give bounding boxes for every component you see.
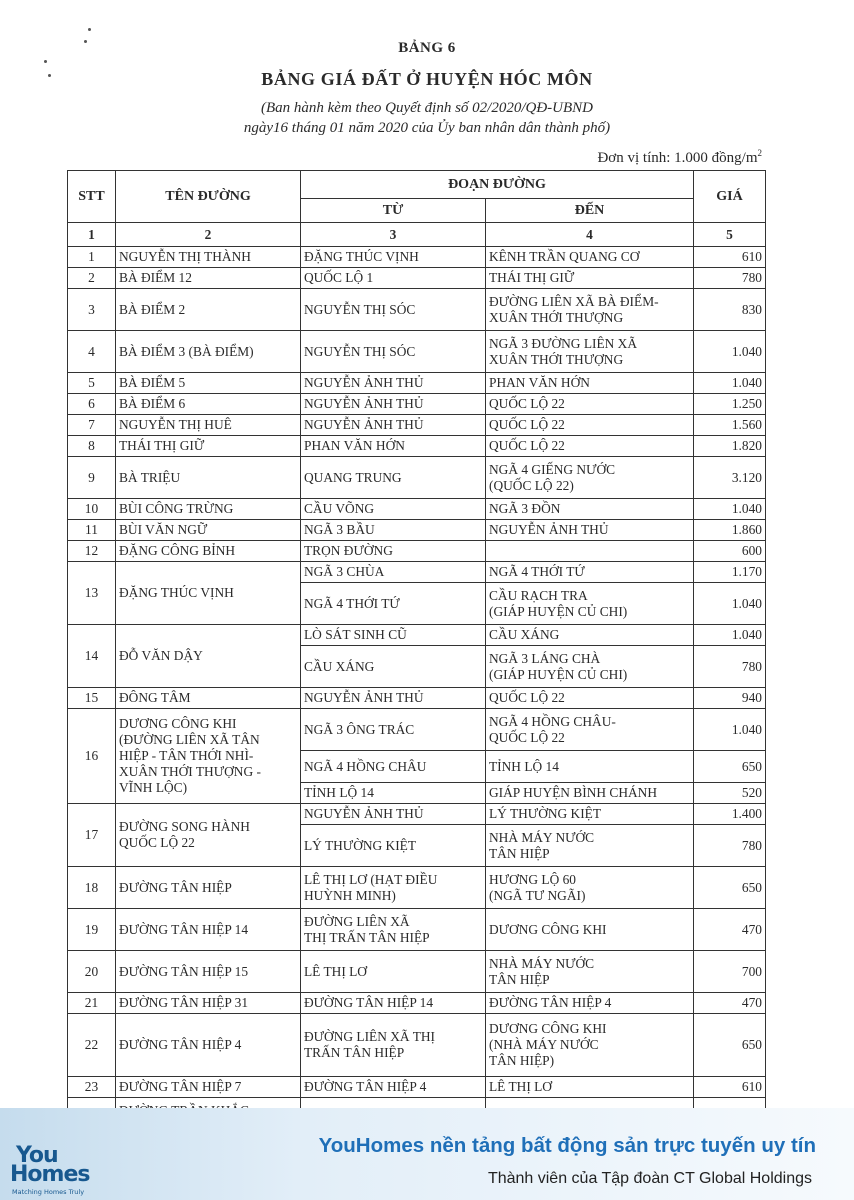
table-row bbox=[68, 1014, 766, 1077]
table-number: BẢNG 6 bbox=[398, 40, 456, 56]
cell-street-name: BÀ ĐIỂM 5 bbox=[116, 373, 301, 394]
cell-street-name: NGUYỄN THỊ HUÊ bbox=[116, 415, 301, 436]
table-row bbox=[68, 688, 766, 709]
cell-stt: 7 bbox=[68, 415, 116, 436]
table-row bbox=[68, 415, 766, 436]
header-stt: STT bbox=[68, 171, 116, 223]
cell-to: DƯƠNG CÔNG KHI (NHÀ MÁY NƯỚC TÂN HIỆP) bbox=[486, 1014, 694, 1077]
cell-price: 940 bbox=[694, 688, 766, 709]
cell-price: 3.120 bbox=[694, 457, 766, 499]
cell-from: NGUYỄN ẢNH THỦ bbox=[301, 373, 486, 394]
cell-stt: 8 bbox=[68, 436, 116, 457]
cell-to: ĐƯỜNG TÂN HIỆP 4 bbox=[486, 993, 694, 1014]
unit-superscript: 2 bbox=[757, 148, 762, 158]
cell-price: 1.400 bbox=[694, 804, 766, 825]
cell-to: NHÀ MÁY NƯỚC TÂN HIỆP bbox=[486, 825, 694, 867]
cell-stt: 19 bbox=[68, 909, 116, 951]
cell-to: KÊNH TRẦN QUANG CƠ bbox=[486, 247, 694, 268]
cell-from: TRỌN ĐƯỜNG bbox=[301, 541, 486, 562]
cell-to: LÊ THỊ LƠ bbox=[486, 1077, 694, 1098]
col-index: 1 bbox=[68, 223, 116, 247]
cell-to: LÝ THƯỜNG KIỆT bbox=[486, 804, 694, 825]
footer-banner bbox=[0, 1108, 854, 1200]
table-body bbox=[68, 247, 766, 1140]
cell-from: ĐƯỜNG TÂN HIỆP 4 bbox=[301, 1077, 486, 1098]
cell-street-name: NGUYỄN THỊ THÀNH bbox=[116, 247, 301, 268]
cell-to: CẦU XÁNG bbox=[486, 625, 694, 646]
cell-from: LÒ SÁT SINH CŨ bbox=[301, 625, 486, 646]
cell-from: NGUYỄN ẢNH THỦ bbox=[301, 804, 486, 825]
cell-from: LÝ THƯỜNG KIỆT bbox=[301, 825, 486, 867]
cell-price: 1.250 bbox=[694, 394, 766, 415]
table-row bbox=[68, 247, 766, 268]
cell-price: 1.040 bbox=[694, 373, 766, 394]
logo-text-top: You bbox=[16, 1143, 58, 1168]
table-row bbox=[68, 394, 766, 415]
table-row bbox=[68, 951, 766, 993]
cell-street-name: ĐƯỜNG TÂN HIỆP 4 bbox=[116, 1014, 301, 1077]
cell-street-name: ĐÔNG TÂM bbox=[116, 688, 301, 709]
cell-from: NGÃ 3 ÔNG TRÁC bbox=[301, 709, 486, 751]
table-row bbox=[68, 499, 766, 520]
cell-price: 780 bbox=[694, 646, 766, 688]
cell-to: ĐƯỜNG LIÊN XÃ BÀ ĐIỂM- XUÂN THỚI THƯỢNG bbox=[486, 289, 694, 331]
cell-to: GIÁP HUYỆN BÌNH CHÁNH bbox=[486, 783, 694, 804]
cell-price: 1.820 bbox=[694, 436, 766, 457]
table-row bbox=[68, 804, 766, 825]
cell-to: QUỐC LỘ 22 bbox=[486, 394, 694, 415]
cell-stt: 20 bbox=[68, 951, 116, 993]
cell-to: NGÃ 3 ĐƯỜNG LIÊN XÃ XUÂN THỚI THƯỢNG bbox=[486, 331, 694, 373]
cell-price: 1.040 bbox=[694, 709, 766, 751]
cell-street-name: ĐẶNG THÚC VỊNH bbox=[116, 562, 301, 625]
cell-to: QUỐC LỘ 22 bbox=[486, 688, 694, 709]
cell-price: 470 bbox=[694, 909, 766, 951]
cell-from: NGÃ 3 CHÙA bbox=[301, 562, 486, 583]
cell-to: NGÃ 3 ĐỒN bbox=[486, 499, 694, 520]
table-row bbox=[68, 709, 766, 751]
cell-stt: 2 bbox=[68, 268, 116, 289]
cell-street-name: BÙI CÔNG TRỪNG bbox=[116, 499, 301, 520]
cell-from: NGUYỄN THỊ SÓC bbox=[301, 331, 486, 373]
cell-price: 780 bbox=[694, 825, 766, 867]
cell-from: LÊ THỊ LƠ (HẠT ĐIỀU HUỲNH MINH) bbox=[301, 867, 486, 909]
cell-from: LÊ THỊ LƠ bbox=[301, 951, 486, 993]
cell-to: NGUYỄN ẢNH THỦ bbox=[486, 520, 694, 541]
cell-from: QUỐC LỘ 1 bbox=[301, 268, 486, 289]
cell-to bbox=[486, 541, 694, 562]
cell-from: NGÃ 4 THỚI TỨ bbox=[301, 583, 486, 625]
logo-tagline: Matching Homes Truly bbox=[12, 1188, 85, 1196]
cell-price: 650 bbox=[694, 751, 766, 783]
header-from: TỪ bbox=[301, 199, 486, 223]
cell-price: 1.040 bbox=[694, 583, 766, 625]
land-price-table bbox=[67, 170, 766, 1140]
subtitle-line-2: ngày16 tháng 01 năm 2020 của Ủy ban nhân dân thành phố) bbox=[243, 120, 611, 136]
cell-stt: 18 bbox=[68, 867, 116, 909]
cell-price: 1.560 bbox=[694, 415, 766, 436]
cell-street-name: DƯƠNG CÔNG KHI (ĐƯỜNG LIÊN XÃ TÂN HIỆP - TÂN THỚI NHÌ- XUÂN THỚI THƯỢNG - VĨNH LỘC) bbox=[116, 709, 301, 804]
cell-price: 610 bbox=[694, 1077, 766, 1098]
header-section: ĐOẠN ĐƯỜNG bbox=[301, 171, 694, 199]
cell-to: NGÃ 4 THỚI TỨ bbox=[486, 562, 694, 583]
cell-to: QUỐC LỘ 22 bbox=[486, 436, 694, 457]
cell-street-name: BÀ ĐIỂM 12 bbox=[116, 268, 301, 289]
cell-to: TỈNH LỘ 14 bbox=[486, 751, 694, 783]
table-row bbox=[68, 268, 766, 289]
cell-stt: 16 bbox=[68, 709, 116, 804]
cell-from: QUANG TRUNG bbox=[301, 457, 486, 499]
cell-street-name: ĐƯỜNG TÂN HIỆP 14 bbox=[116, 909, 301, 951]
cell-price: 780 bbox=[694, 268, 766, 289]
page-title: BẢNG GIÁ ĐẤT Ở HUYỆN HÓC MÔN bbox=[261, 69, 593, 89]
cell-stt: 9 bbox=[68, 457, 116, 499]
cell-stt: 22 bbox=[68, 1014, 116, 1077]
cell-street-name: BÀ TRIỆU bbox=[116, 457, 301, 499]
cell-stt: 3 bbox=[68, 289, 116, 331]
table-row bbox=[68, 909, 766, 951]
cell-to: DƯƠNG CÔNG KHI bbox=[486, 909, 694, 951]
cell-price: 1.040 bbox=[694, 625, 766, 646]
cell-from: CẦU XÁNG bbox=[301, 646, 486, 688]
cell-street-name: ĐẶNG CÔNG BỈNH bbox=[116, 541, 301, 562]
header-price: GIÁ bbox=[694, 171, 766, 223]
cell-street-name: ĐƯỜNG TÂN HIỆP 31 bbox=[116, 993, 301, 1014]
table-row bbox=[68, 520, 766, 541]
cell-to: CẦU RẠCH TRA (GIÁP HUYỆN CỦ CHI) bbox=[486, 583, 694, 625]
subtitle-line-1: (Ban hành kèm theo Quyết định số 02/2020/QĐ-UBND bbox=[260, 100, 594, 116]
cell-street-name: ĐƯỜNG TÂN HIỆP bbox=[116, 867, 301, 909]
cell-stt: 21 bbox=[68, 993, 116, 1014]
header-street-name: TÊN ĐƯỜNG bbox=[116, 171, 301, 223]
cell-to: QUỐC LỘ 22 bbox=[486, 415, 694, 436]
table-row bbox=[68, 457, 766, 499]
cell-from: ĐƯỜNG LIÊN XÃ THỊ TRẤN TÂN HIỆP bbox=[301, 909, 486, 951]
cell-street-name: ĐƯỜNG SONG HÀNH QUỐC LỘ 22 bbox=[116, 804, 301, 867]
cell-from: NGÃ 4 HỒNG CHÂU bbox=[301, 751, 486, 783]
table-row bbox=[68, 541, 766, 562]
cell-stt: 4 bbox=[68, 331, 116, 373]
cell-to: NGÃ 4 GIẾNG NƯỚC (QUỐC LỘ 22) bbox=[486, 457, 694, 499]
cell-street-name: BÀ ĐIỂM 6 bbox=[116, 394, 301, 415]
table-row bbox=[68, 436, 766, 457]
cell-from: NGUYỄN THỊ SÓC bbox=[301, 289, 486, 331]
cell-stt: 11 bbox=[68, 520, 116, 541]
cell-street-name: BÀ ĐIỂM 2 bbox=[116, 289, 301, 331]
footer-membership: Thành viên của Tập đoàn CT Global Holdings bbox=[487, 1170, 812, 1187]
footer-slogan: YouHomes nền tảng bất động sản trực tuyến uy tín bbox=[318, 1134, 816, 1157]
cell-to: NGÃ 3 LÁNG CHÀ (GIÁP HUYỆN CỦ CHI) bbox=[486, 646, 694, 688]
cell-stt: 13 bbox=[68, 562, 116, 625]
table-row bbox=[68, 625, 766, 646]
cell-price: 1.040 bbox=[694, 331, 766, 373]
table-row bbox=[68, 867, 766, 909]
cell-stt: 17 bbox=[68, 804, 116, 867]
cell-price: 650 bbox=[694, 1014, 766, 1077]
header-to: ĐẾN bbox=[486, 199, 694, 223]
col-index: 4 bbox=[486, 223, 694, 247]
unit-text: Đơn vị tính: 1.000 đồng/m bbox=[597, 150, 758, 166]
table-row bbox=[68, 373, 766, 394]
cell-stt: 1 bbox=[68, 247, 116, 268]
cell-from: NGUYỄN ẢNH THỦ bbox=[301, 688, 486, 709]
cell-price: 610 bbox=[694, 247, 766, 268]
cell-stt: 5 bbox=[68, 373, 116, 394]
cell-price: 1.170 bbox=[694, 562, 766, 583]
cell-from: PHAN VĂN HỚN bbox=[301, 436, 486, 457]
cell-from: ĐƯỜNG LIÊN XÃ THỊ TRẤN TÂN HIỆP bbox=[301, 1014, 486, 1077]
cell-to: NGÃ 4 HỒNG CHÂU- QUỐC LỘ 22 bbox=[486, 709, 694, 751]
table-row bbox=[68, 289, 766, 331]
cell-price: 520 bbox=[694, 783, 766, 804]
cell-to: HƯƠNG LỘ 60 (NGÃ TƯ NGÃI) bbox=[486, 867, 694, 909]
table-row bbox=[68, 993, 766, 1014]
cell-street-name: ĐƯỜNG TÂN HIỆP 15 bbox=[116, 951, 301, 993]
cell-street-name: BÀ ĐIỂM 3 (BÀ ĐIỂM) bbox=[116, 331, 301, 373]
cell-from: TỈNH LỘ 14 bbox=[301, 783, 486, 804]
cell-price: 700 bbox=[694, 951, 766, 993]
col-index: 5 bbox=[694, 223, 766, 247]
cell-from: ĐƯỜNG TÂN HIỆP 14 bbox=[301, 993, 486, 1014]
cell-price: 830 bbox=[694, 289, 766, 331]
cell-stt: 14 bbox=[68, 625, 116, 688]
cell-street-name: ĐỖ VĂN DẬY bbox=[116, 625, 301, 688]
cell-stt: 12 bbox=[68, 541, 116, 562]
cell-from: ĐẶNG THÚC VỊNH bbox=[301, 247, 486, 268]
cell-stt: 6 bbox=[68, 394, 116, 415]
cell-street-name: ĐƯỜNG TÂN HIỆP 7 bbox=[116, 1077, 301, 1098]
table-row bbox=[68, 562, 766, 583]
cell-from: NGUYỄN ẢNH THỦ bbox=[301, 415, 486, 436]
col-index: 2 bbox=[116, 223, 301, 247]
cell-stt: 10 bbox=[68, 499, 116, 520]
cell-to: NHÀ MÁY NƯỚC TÂN HIỆP bbox=[486, 951, 694, 993]
cell-street-name: BÙI VĂN NGỮ bbox=[116, 520, 301, 541]
cell-price: 650 bbox=[694, 867, 766, 909]
col-index: 3 bbox=[301, 223, 486, 247]
cell-stt: 23 bbox=[68, 1077, 116, 1098]
cell-price: 600 bbox=[694, 541, 766, 562]
unit-label bbox=[597, 148, 762, 167]
cell-from: NGUYỄN ẢNH THỦ bbox=[301, 394, 486, 415]
cell-price: 1.860 bbox=[694, 520, 766, 541]
cell-to: THÁI THỊ GIỮ bbox=[486, 268, 694, 289]
cell-stt: 15 bbox=[68, 688, 116, 709]
logo-text-bottom: Homes bbox=[10, 1162, 90, 1187]
table-row bbox=[68, 1077, 766, 1098]
cell-price: 1.040 bbox=[694, 499, 766, 520]
youhomes-logo bbox=[10, 1138, 110, 1200]
cell-from: CẦU VÕNG bbox=[301, 499, 486, 520]
table-row bbox=[68, 331, 766, 373]
cell-street-name: THÁI THỊ GIỮ bbox=[116, 436, 301, 457]
cell-price: 470 bbox=[694, 993, 766, 1014]
cell-from: NGÃ 3 BẦU bbox=[301, 520, 486, 541]
document-header bbox=[0, 40, 854, 138]
cell-to: PHAN VĂN HỚN bbox=[486, 373, 694, 394]
